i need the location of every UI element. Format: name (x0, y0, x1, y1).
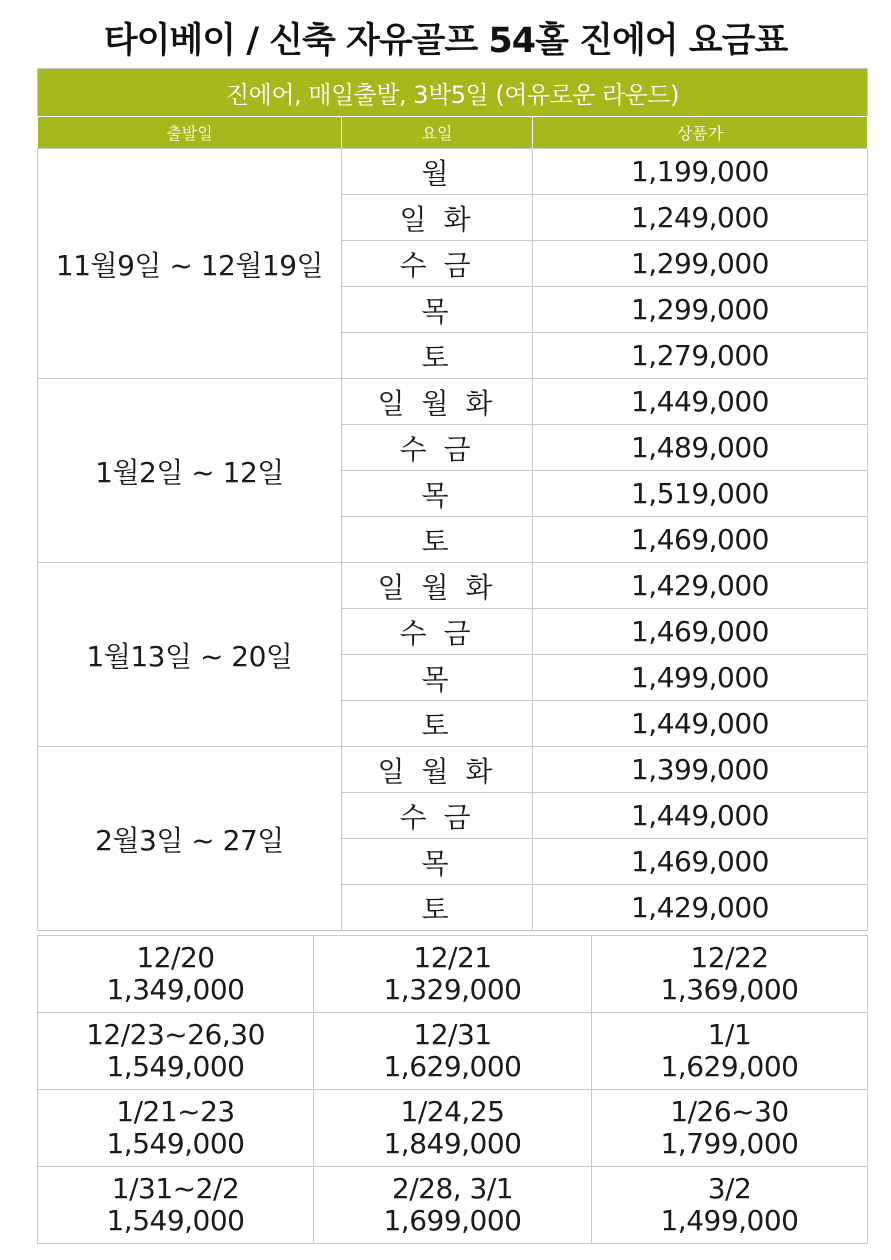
banner-row (38, 69, 868, 117)
special-cell (314, 1167, 592, 1244)
header-price: 상품가 (533, 117, 868, 149)
weekday-cell: 수 금 (342, 609, 533, 655)
special-date: 2/28, 3/1 (391, 1172, 514, 1205)
special-date: 1/24,25 (400, 1095, 505, 1128)
price-cell: 1,449,000 (533, 701, 868, 747)
special-price: 1,849,000 (383, 1127, 522, 1160)
special-price: 1,499,000 (660, 1204, 799, 1237)
special-date: 1/31~2/2 (111, 1172, 240, 1205)
special-date: 1/1 (707, 1018, 752, 1051)
special-price: 1,549,000 (106, 1204, 245, 1237)
weekday-cell: 목 (342, 471, 533, 517)
table-row (38, 747, 868, 793)
weekday-cell: 수 금 (342, 425, 533, 471)
weekday-cell: 수 금 (342, 793, 533, 839)
special-price: 1,699,000 (383, 1204, 522, 1237)
price-cell: 1,469,000 (533, 839, 868, 885)
departure-range: 11월9일 ~ 12월19일 (38, 149, 342, 379)
special-date: 12/23~26,30 (86, 1018, 265, 1051)
special-row (38, 936, 868, 1013)
price-cell: 1,499,000 (533, 655, 868, 701)
special-date: 12/22 (690, 941, 769, 974)
price-cell: 1,429,000 (533, 885, 868, 931)
special-price: 1,349,000 (106, 973, 245, 1006)
weekday-cell: 일 월 화 (342, 563, 533, 609)
special-price: 1,549,000 (106, 1050, 245, 1083)
weekday-cell: 토 (342, 701, 533, 747)
special-price: 1,799,000 (660, 1127, 799, 1160)
weekday-cell: 일 화 (342, 195, 533, 241)
price-cell: 1,449,000 (533, 379, 868, 425)
weekday-cell: 토 (342, 517, 533, 563)
weekday-cell: 목 (342, 287, 533, 333)
price-table (37, 68, 868, 931)
price-cell: 1,469,000 (533, 517, 868, 563)
price-cell: 1,449,000 (533, 793, 868, 839)
special-row (38, 1013, 868, 1090)
special-cell (314, 1090, 592, 1167)
special-cell (592, 1090, 868, 1167)
weekday-cell: 토 (342, 885, 533, 931)
page-title: 타이베이 / 신축 자유골프 54홀 진에어 요금표 (103, 21, 788, 61)
special-date: 12/20 (136, 941, 215, 974)
departure-range: 1월13일 ~ 20일 (38, 563, 342, 747)
price-cell: 1,429,000 (533, 563, 868, 609)
special-cell (314, 1013, 592, 1090)
special-price: 1,629,000 (660, 1050, 799, 1083)
price-cell: 1,279,000 (533, 333, 868, 379)
special-price: 1,329,000 (383, 973, 522, 1006)
special-cell (314, 936, 592, 1013)
price-cell: 1,249,000 (533, 195, 868, 241)
special-price: 1,369,000 (660, 973, 799, 1006)
weekday-cell: 토 (342, 333, 533, 379)
special-date: 1/26~30 (670, 1095, 789, 1128)
special-date: 1/21~23 (116, 1095, 235, 1128)
special-row (38, 1090, 868, 1167)
price-cell: 1,519,000 (533, 471, 868, 517)
table-row (38, 563, 868, 609)
special-price: 1,549,000 (106, 1127, 245, 1160)
price-cell: 1,199,000 (533, 149, 868, 195)
price-cell: 1,299,000 (533, 241, 868, 287)
price-cell: 1,469,000 (533, 609, 868, 655)
special-cell (592, 936, 868, 1013)
price-cell: 1,299,000 (533, 287, 868, 333)
special-date: 12/21 (413, 941, 492, 974)
header-departure: 출발일 (38, 117, 342, 149)
special-cell (592, 1013, 868, 1090)
special-date-table (37, 935, 868, 1244)
departure-range: 2월3일 ~ 27일 (38, 747, 342, 931)
special-cell (38, 1167, 314, 1244)
special-cell (38, 936, 314, 1013)
weekday-cell: 월 (342, 149, 533, 195)
price-cell: 1,489,000 (533, 425, 868, 471)
weekday-cell: 수 금 (342, 241, 533, 287)
departure-range: 1월2일 ~ 12일 (38, 379, 342, 563)
column-header-row (38, 117, 868, 149)
special-date: 12/31 (413, 1018, 492, 1051)
header-weekday: 요일 (342, 117, 533, 149)
special-cell (38, 1090, 314, 1167)
special-cell (592, 1167, 868, 1244)
weekday-cell: 목 (342, 655, 533, 701)
price-cell: 1,399,000 (533, 747, 868, 793)
banner: 진에어, 매일출발, 3박5일 (여유로운 라운드) (38, 69, 868, 117)
special-price: 1,629,000 (383, 1050, 522, 1083)
weekday-cell: 일 월 화 (342, 747, 533, 793)
special-cell (38, 1013, 314, 1090)
special-row (38, 1167, 868, 1244)
weekday-cell: 일 월 화 (342, 379, 533, 425)
table-row (38, 149, 868, 195)
weekday-cell: 목 (342, 839, 533, 885)
table-row (38, 379, 868, 425)
special-date: 3/2 (707, 1172, 752, 1205)
